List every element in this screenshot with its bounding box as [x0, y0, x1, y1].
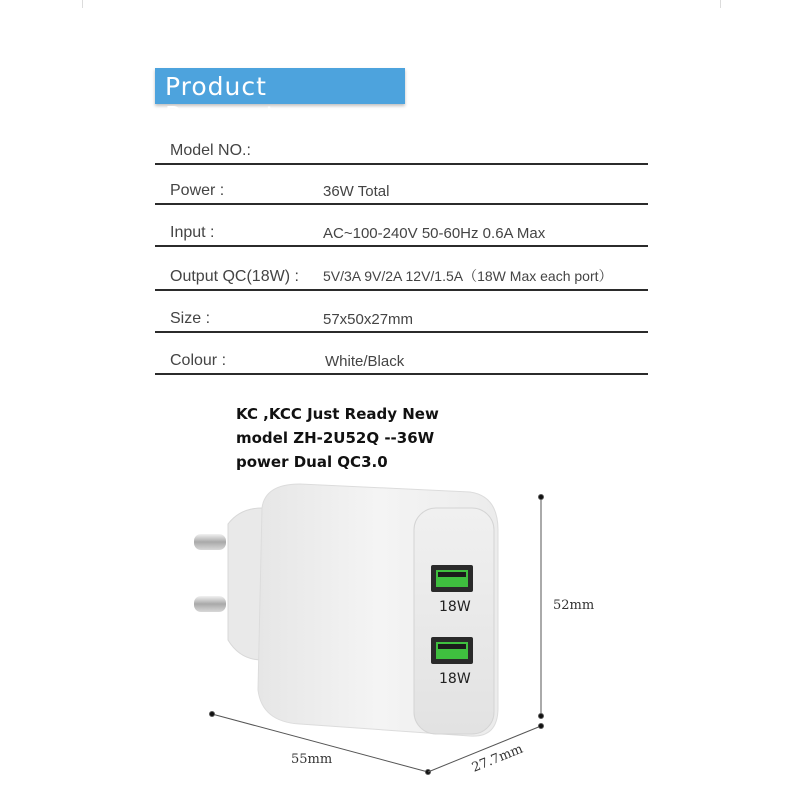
subtitle-line-2: model ZH-2U52Q --36W [236, 429, 435, 447]
param-label: Output QC(18W) : [170, 268, 299, 285]
section-title: Product Parameters [165, 72, 319, 130]
dimension-depth-label: 27.7mm [469, 741, 526, 776]
plug-pin-top [194, 534, 226, 550]
param-label: Model NO.: [170, 142, 251, 159]
dimension-width-label: 55mm [291, 752, 333, 767]
param-label: Colour : [170, 352, 227, 369]
param-label: Power : [170, 182, 225, 199]
subtitle-line-3: power Dual QC3.0 [236, 453, 388, 471]
dimension-height-line [539, 495, 544, 719]
param-label: Input : [170, 224, 215, 241]
param-label: Size : [170, 310, 211, 327]
param-value: White/Black [325, 353, 405, 370]
param-value: AC~100-240V 50-60Hz 0.6A Max [323, 225, 546, 242]
usb-port-bottom [431, 637, 473, 664]
charger-front-face [414, 508, 494, 734]
plug-pin-bottom [194, 596, 226, 612]
port-label-top: 18W [439, 599, 471, 615]
param-value: 57x50x27mm [323, 311, 414, 328]
usb-port-top [431, 565, 473, 592]
dimension-height-label: 52mm [553, 598, 595, 613]
subtitle-line-1: KC ,KCC Just Ready New [236, 405, 439, 423]
plug-base [228, 508, 262, 660]
param-value: 36W Total [323, 183, 390, 200]
param-value: 5V/3A 9V/2A 12V/1.5A（18W Max each port） [323, 268, 613, 284]
port-label-bottom: 18W [439, 671, 471, 687]
